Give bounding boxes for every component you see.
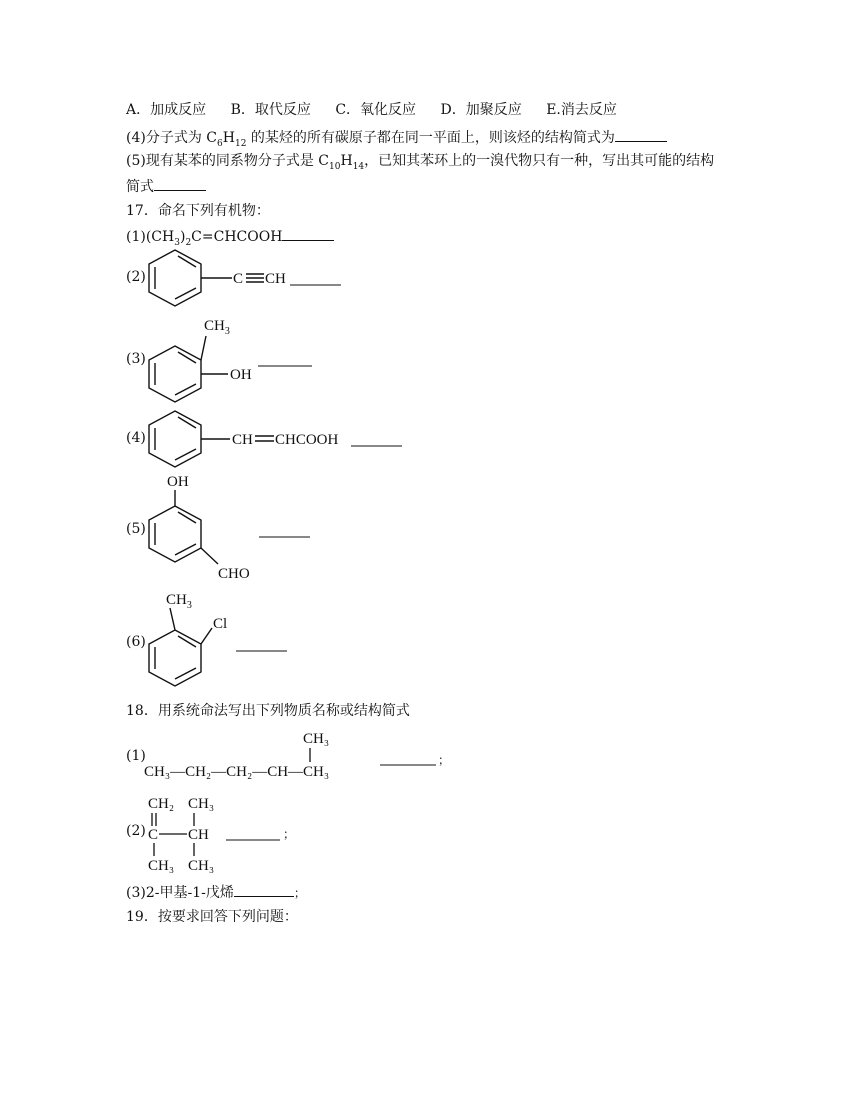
option-a: A．加成反应	[126, 102, 207, 118]
q17-label-5: (5)	[126, 521, 146, 537]
q17-part1: $(1)(CH_3)_2C=CHCOOH$	[126, 226, 334, 253]
svg-text:CH3: $CH_3$	[204, 318, 230, 337]
q17-label-4: (4)	[126, 430, 146, 446]
q18-part3: (3)2-甲基-1-戊烯 ；	[126, 882, 306, 903]
option-b: B．取代反应	[230, 102, 311, 118]
svg-text:CH: CH	[265, 271, 286, 287]
svg-text:；: ；	[283, 827, 296, 841]
svg-text:C: C	[148, 827, 159, 843]
svg-text:Cl: Cl	[213, 616, 228, 632]
q18-title: 18．用系统命法写出下列物质名称或结构简式	[126, 703, 410, 719]
q19-title: 19．按要求回答下列问题：	[126, 909, 298, 925]
answer-blank[interactable]	[282, 226, 334, 241]
q17-title: 17．命名下列有机物：	[126, 203, 270, 219]
svg-text:OH: OH	[167, 474, 189, 490]
svg-text:CH₃—CH₂—CH₂—CH—CH₃: CH₃—CH₂—CH₂—CH—CH₃	[144, 764, 330, 780]
svg-text:CH₃: CH₃	[188, 858, 215, 874]
structure-cinnamic-acid	[140, 403, 420, 475]
svg-text:CH₂: CH₂	[148, 796, 175, 812]
q17-label-3: (3)	[126, 351, 146, 367]
q17-label-6: (6)	[126, 634, 146, 650]
option-d: D．加聚反应	[440, 102, 522, 118]
svg-text:CHO: CHO	[218, 566, 250, 582]
svg-text:CHCOOH: CHCOOH	[275, 432, 339, 448]
structure-phenylacetylene	[140, 242, 360, 314]
svg-text:CH₃: CH₃	[148, 858, 175, 874]
q16-options	[126, 100, 637, 120]
svg-text:C: C	[233, 271, 244, 287]
structure-hydroxybenzaldehyde	[140, 470, 340, 585]
svg-text:CH: CH	[188, 827, 209, 843]
svg-text:CH₃: CH₃	[188, 796, 215, 812]
svg-text:CH: CH	[232, 432, 253, 448]
svg-text:CH₃: CH₃	[303, 731, 330, 747]
q18-label-1: (1)	[126, 748, 146, 764]
answer-blank[interactable]	[234, 882, 294, 897]
q16-part5: (5)现有某苯的同系物分子式是 $C_{10}H_{14}$，已知其苯环上的一溴代物只有一种，写出其可能的结构	[126, 153, 715, 172]
answer-blank[interactable]	[615, 127, 667, 142]
q17-label-2: (2)	[126, 269, 146, 285]
structure-2-3-dimethylbutene	[140, 790, 310, 876]
option-c: C．氧化反应	[335, 102, 417, 118]
q16-part4: (4)分子式为 $C_6H_{12}$ 的某烃的所有碳原子都在同一平面上，则该烃的结构简式为	[126, 127, 667, 154]
svg-text:；: ；	[438, 753, 451, 767]
svg-text:CH3: $CH_3$	[166, 592, 192, 611]
structure-chlorotoluene	[140, 588, 310, 698]
q16-part5-line2: 简式	[126, 176, 206, 197]
structure-2-methylpentane	[140, 726, 460, 786]
option-e: E.消去反应	[546, 102, 617, 118]
q18-label-2: (2)	[126, 823, 146, 839]
structure-o-cresol	[140, 310, 340, 410]
svg-text:OH: OH	[230, 367, 252, 383]
answer-blank[interactable]	[154, 176, 206, 191]
